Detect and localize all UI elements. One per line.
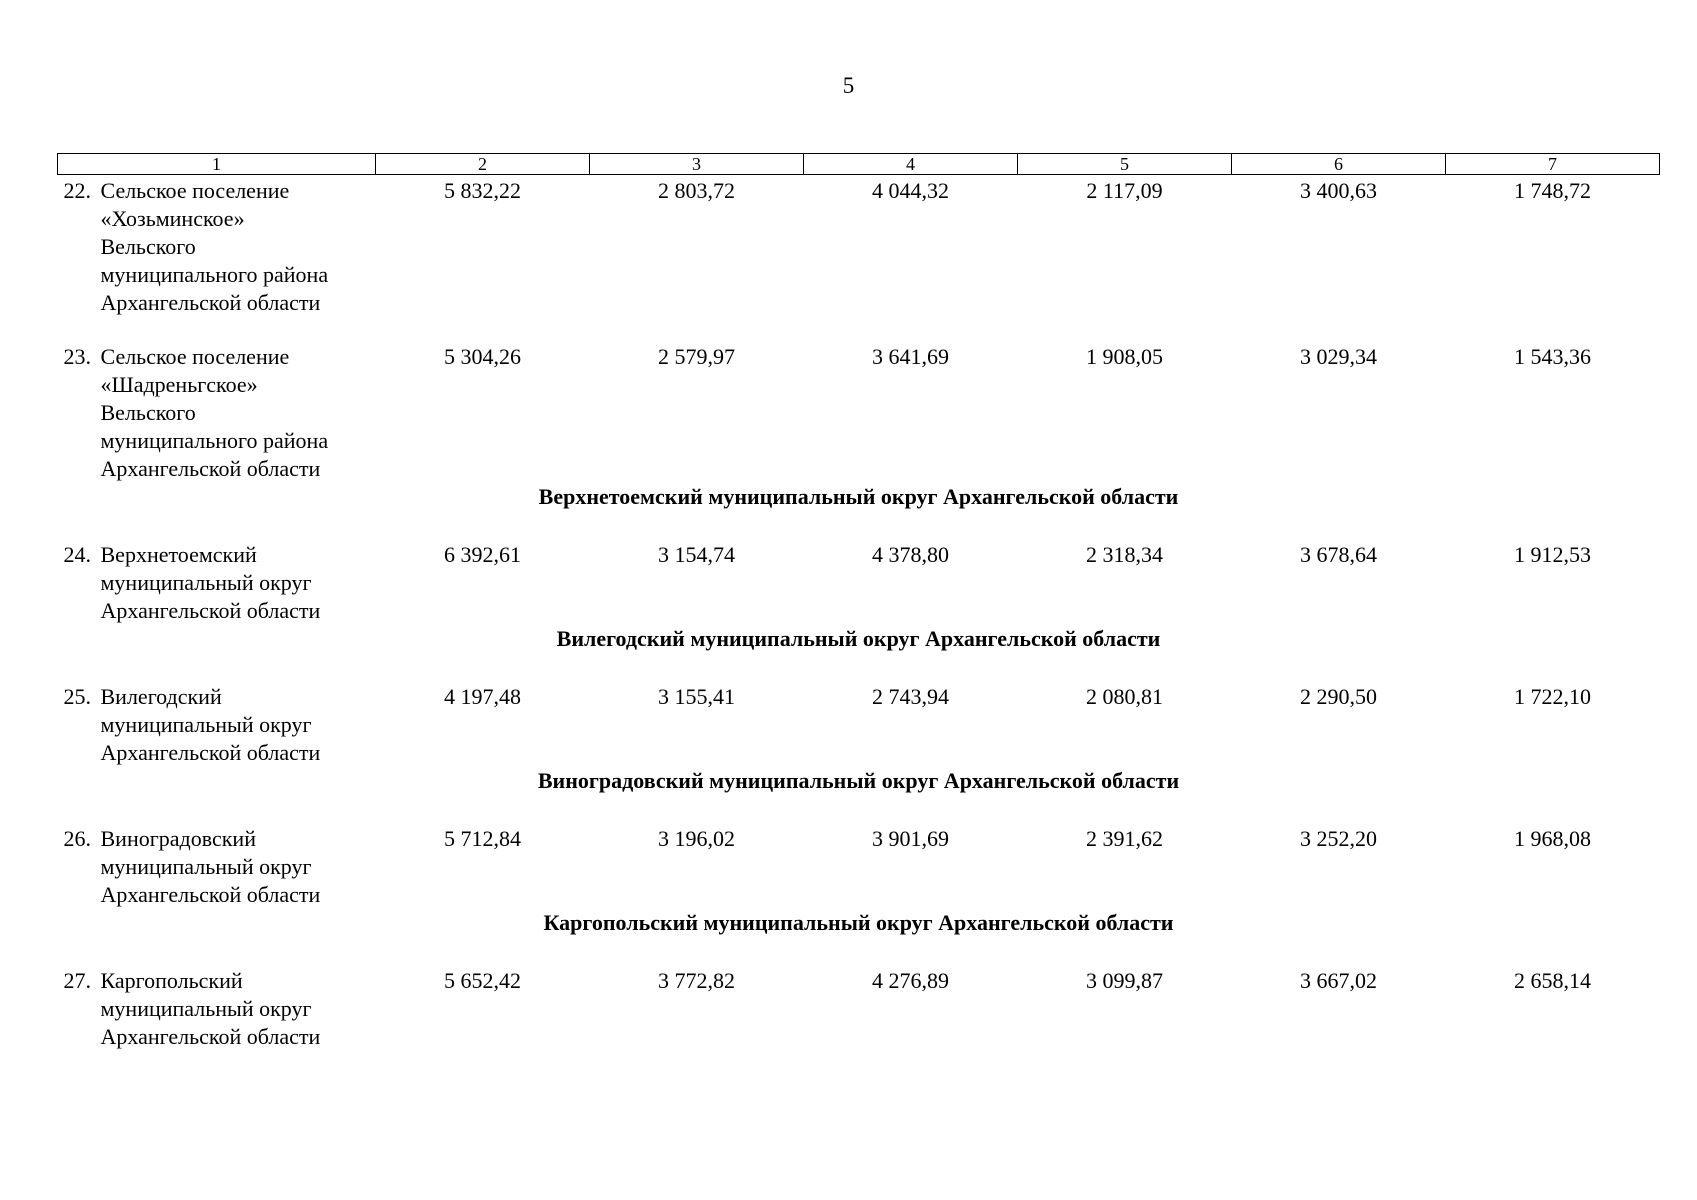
- municipality-name-line: Вельского: [100, 234, 196, 259]
- value-cell: 1 908,05: [1086, 344, 1163, 369]
- value-cell: 3 155,41: [658, 684, 735, 709]
- municipality-name-line: Архангельской области: [100, 456, 321, 481]
- municipality-name: [101, 541, 376, 625]
- value-cell: 4 378,80: [872, 542, 949, 567]
- header-cell: 4: [804, 154, 1018, 175]
- table-body: [58, 175, 1660, 1052]
- value-cell: 5 712,84: [444, 826, 521, 851]
- value-cell: 5 652,42: [444, 968, 521, 993]
- row-number: 25.: [63, 684, 91, 709]
- municipality-cell: [58, 823, 376, 909]
- municipality-name-line: Архангельской области: [100, 1024, 321, 1049]
- row-number: 26.: [63, 826, 91, 851]
- section-heading: Вилегодский муниципальный округ Архангельской области: [556, 626, 1161, 651]
- value-cell: 2 318,34: [1086, 542, 1163, 567]
- table-row: [58, 539, 1660, 625]
- municipality-cell: [58, 175, 376, 318]
- row-number: 22.: [63, 178, 91, 203]
- value-cell: 3 029,34: [1300, 344, 1377, 369]
- value-cell: 3 099,87: [1086, 968, 1163, 993]
- value-cell: 3 901,69: [872, 826, 949, 851]
- header-cell: 7: [1446, 154, 1660, 175]
- value-cell: 3 772,82: [658, 968, 735, 993]
- section-heading: Верхнетоемский муниципальный округ Архангельской области: [538, 484, 1179, 509]
- municipality-cell: [58, 681, 376, 767]
- municipality-name-line: Сельское поселение: [100, 178, 290, 203]
- row-number: 27.: [63, 968, 91, 993]
- value-cell: 3 678,64: [1300, 542, 1377, 567]
- municipality-name-line: Вельского: [100, 400, 196, 425]
- value-cell: 1 722,10: [1514, 684, 1591, 709]
- table-row: [58, 681, 1660, 767]
- municipality-cell: [58, 965, 376, 1051]
- value-cell: 3 641,69: [872, 344, 949, 369]
- value-cell: 2 743,94: [872, 684, 949, 709]
- value-cell: 4 276,89: [872, 968, 949, 993]
- value-cell: 3 196,02: [658, 826, 735, 851]
- header-cell: 1: [58, 154, 376, 175]
- row-spacer-cell: [58, 317, 1660, 341]
- value-cell: 1 748,72: [1514, 178, 1591, 203]
- value-cell: 4 197,48: [444, 684, 521, 709]
- municipality-name-line: муниципальный округ: [100, 996, 312, 1021]
- section-heading-row: [58, 625, 1660, 681]
- value-cell: 2 803,72: [658, 178, 735, 203]
- value-cell: 4 044,32: [872, 178, 949, 203]
- value-cell: 1 968,08: [1514, 826, 1591, 851]
- municipality-cell: [58, 341, 376, 483]
- value-cell: 5 304,26: [444, 344, 521, 369]
- value-cell: 2 080,81: [1086, 684, 1163, 709]
- value-cell: 5 832,22: [444, 178, 521, 203]
- value-cell: 3 252,20: [1300, 826, 1377, 851]
- value-cell: 2 290,50: [1300, 684, 1377, 709]
- municipality-name-line: муниципальный округ: [100, 712, 312, 737]
- value-cell: 1 543,36: [1514, 344, 1591, 369]
- value-cell: 6 392,61: [444, 542, 521, 567]
- value-cell: 3 400,63: [1300, 178, 1377, 203]
- municipality-name: [101, 177, 376, 317]
- section-heading-row: [58, 909, 1660, 965]
- municipality-name: [101, 967, 376, 1051]
- municipality-name-line: Каргопольский: [100, 968, 243, 993]
- municipality-name: [101, 825, 376, 909]
- section-heading: Виноградовский муниципальный округ Архангельской области: [537, 768, 1180, 793]
- municipality-name-line: Виноградовский: [100, 826, 256, 851]
- header-cell: 2: [376, 154, 590, 175]
- section-heading-row: [58, 767, 1660, 823]
- municipality-name-line: Вилегодский: [100, 684, 222, 709]
- municipality-name: [101, 683, 376, 767]
- table-row: [58, 823, 1660, 909]
- municipality-name-line: Архангельской области: [100, 882, 321, 907]
- table-row: [58, 965, 1660, 1051]
- data-table: [57, 153, 1660, 1051]
- value-cell: 3 667,02: [1300, 968, 1377, 993]
- row-spacer: [58, 317, 1660, 341]
- municipality-name-line: муниципальный округ: [100, 854, 312, 879]
- municipality-name-line: Архангельской области: [100, 290, 321, 315]
- value-cell: 2 579,97: [658, 344, 735, 369]
- row-number: 23.: [63, 344, 91, 369]
- municipality-name-line: Сельское поселение: [100, 344, 290, 369]
- value-cell: 3 154,74: [658, 542, 735, 567]
- municipality-name-line: Верхнетоемский: [100, 542, 257, 567]
- header-cell: 3: [590, 154, 804, 175]
- municipality-name-line: муниципального района: [100, 428, 329, 453]
- municipality-name-line: муниципального района: [100, 262, 329, 287]
- value-cell: 2 391,62: [1086, 826, 1163, 851]
- municipality-name-line: Архангельской области: [100, 740, 321, 765]
- municipality-cell: [58, 539, 376, 625]
- row-number: 24.: [63, 542, 91, 567]
- header-cell: 5: [1018, 154, 1232, 175]
- value-cell: 2 117,09: [1086, 178, 1163, 203]
- municipality-name-line: муниципальный округ: [100, 570, 312, 595]
- table-row: [58, 341, 1660, 483]
- header-cell: 6: [1232, 154, 1446, 175]
- table-header: [58, 154, 1660, 175]
- municipality-name-line: «Шадреньгское»: [100, 372, 258, 397]
- table-row: [58, 175, 1660, 318]
- value-cell: 2 658,14: [1514, 968, 1591, 993]
- section-heading-row: [58, 483, 1660, 539]
- header-row: [58, 154, 1660, 175]
- municipality-name-line: «Хозьминское»: [100, 206, 245, 231]
- section-heading: Каргопольский муниципальный округ Архангельской области: [543, 910, 1174, 935]
- page-number: 5: [842, 73, 855, 98]
- value-cell: 1 912,53: [1514, 542, 1591, 567]
- municipality-name: [101, 343, 376, 483]
- municipality-name-line: Архангельской области: [100, 598, 321, 623]
